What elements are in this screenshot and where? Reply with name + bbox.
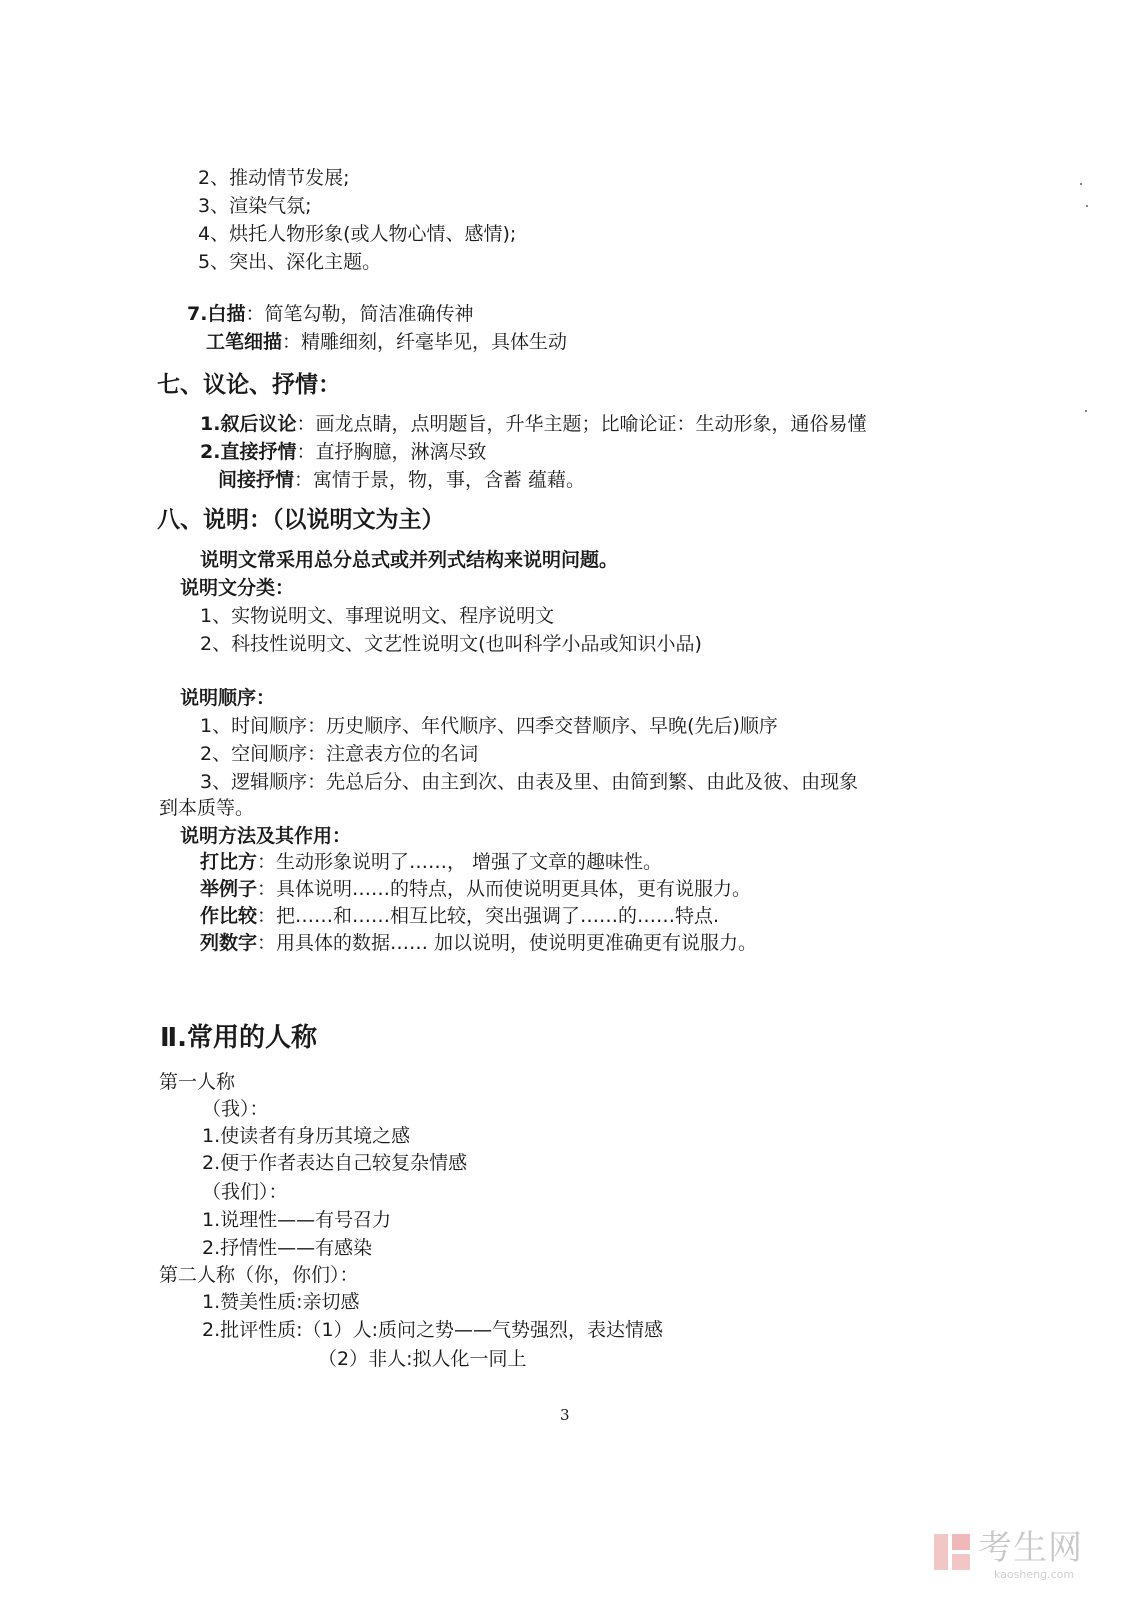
term-text: ：用具体的数据…… 加以说明，使说明更准确更有说服力。 — [257, 932, 758, 954]
text-line: 第一人称 — [159, 1071, 236, 1093]
text-line — [200, 412, 866, 436]
term-label: 作比较 — [200, 905, 258, 927]
text-line: （2）非人:拟人化一同上 — [318, 1348, 527, 1370]
text-line: 说明顺序： — [180, 687, 276, 709]
term-text: ：寓情于景，物，事，含蓄 蕴藉。 — [294, 469, 586, 491]
text-line — [187, 302, 473, 326]
text-line: 1、实物说明文、事理说明文、程序说明文 — [200, 605, 555, 627]
chapter-heading: Ⅱ.常用的人称 — [160, 1023, 318, 1053]
text-line — [200, 850, 662, 874]
text-line: 2.批评性质:（1）人:质问之势——气势强烈，表达情感 — [202, 1319, 664, 1341]
watermark-logo-icon — [932, 1532, 972, 1572]
term-label: 间接抒情 — [218, 469, 295, 491]
watermark — [932, 1526, 1112, 1586]
term-label: 打比方 — [200, 851, 258, 873]
text-line: 4、烘托人物形象(或人物心情、感情); — [198, 223, 517, 245]
text-line: （我）： — [202, 1098, 269, 1120]
text-line: 说明方法及其作用： — [180, 825, 352, 847]
text-line: 1.赞美性质:亲切感 — [202, 1291, 360, 1313]
text-line — [200, 904, 719, 928]
text-line: 说明文常采用总分总式或并列式结构来说明问题。 — [200, 549, 619, 571]
term-label: 工笔细描 — [206, 331, 283, 353]
text-line: 2.便于作者表达自己较复杂情感 — [202, 1152, 468, 1174]
text-line: 3、逻辑顺序：先总后分、由主到次、由表及里、由简到繁、由此及彼、由现象 — [200, 771, 859, 793]
scan-speck — [1086, 205, 1088, 207]
term-text: ：直抒胸臆，淋漓尽致 — [296, 441, 487, 463]
section-heading: 八、说明：（以说明文为主） — [157, 507, 445, 533]
term-text: ：画龙点睛，点明题旨，升华主题；比喻论证：生动形象，通俗易懂 — [296, 413, 867, 435]
term-text: ：简笔勾勒，简洁准确传神 — [245, 303, 474, 325]
term-text: ：生动形象说明了……， 增强了文章的趣味性。 — [257, 851, 663, 873]
watermark-text: 考生网 — [978, 1528, 1083, 1568]
text-line: 1.使读者有身历其境之感 — [202, 1125, 411, 1147]
text-line: 2、推动情节发展; — [198, 167, 350, 189]
text-line: 1、时间顺序：历史顺序、年代顺序、四季交替顺序、早晚(先后)顺序 — [200, 715, 778, 737]
text-line: 1.说理性——有号召力 — [202, 1209, 392, 1231]
text-line — [218, 468, 585, 492]
text-line: 5、突出、深化主题。 — [198, 251, 382, 273]
term-text: ：具体说明……的特点，从而使说明更具体，更有说服力。 — [257, 878, 752, 900]
scan-speck — [1080, 183, 1082, 185]
term-text: ：把……和……相互比较，突出强调了……的……特点. — [257, 905, 720, 927]
term-label: 举例子 — [200, 878, 258, 900]
watermark-url: kaosheng.com — [994, 1568, 1075, 1581]
text-line — [200, 440, 486, 464]
scan-speck — [1085, 410, 1087, 412]
page-number: 3 — [560, 1406, 570, 1424]
term-label: 1.叙后议论 — [200, 413, 297, 435]
text-line: （我们）： — [202, 1181, 288, 1203]
term-label: 列数字 — [200, 932, 258, 954]
text-line — [200, 931, 757, 955]
term-label: 7.白描 — [187, 303, 246, 325]
text-line: 第二人称（你，你们）： — [159, 1264, 359, 1286]
text-line — [206, 330, 567, 354]
text-line: 2、空间顺序：注意表方位的名词 — [200, 743, 479, 765]
text-line: 说明文分类： — [180, 577, 295, 599]
section-heading: 七、议论、抒情： — [157, 372, 341, 398]
text-line: 2、科技性说明文、文艺性说明文(也叫科学小品或知识小品) — [200, 633, 702, 655]
text-line: 2.抒情性——有感染 — [202, 1237, 373, 1259]
term-text: ：精雕细刻，纤毫毕见，具体生动 — [282, 331, 568, 353]
text-line: 3、渲染气氛; — [198, 195, 312, 217]
text-line: 到本质等。 — [159, 797, 255, 819]
term-label: 2.直接抒情 — [200, 441, 297, 463]
text-line — [200, 877, 751, 901]
